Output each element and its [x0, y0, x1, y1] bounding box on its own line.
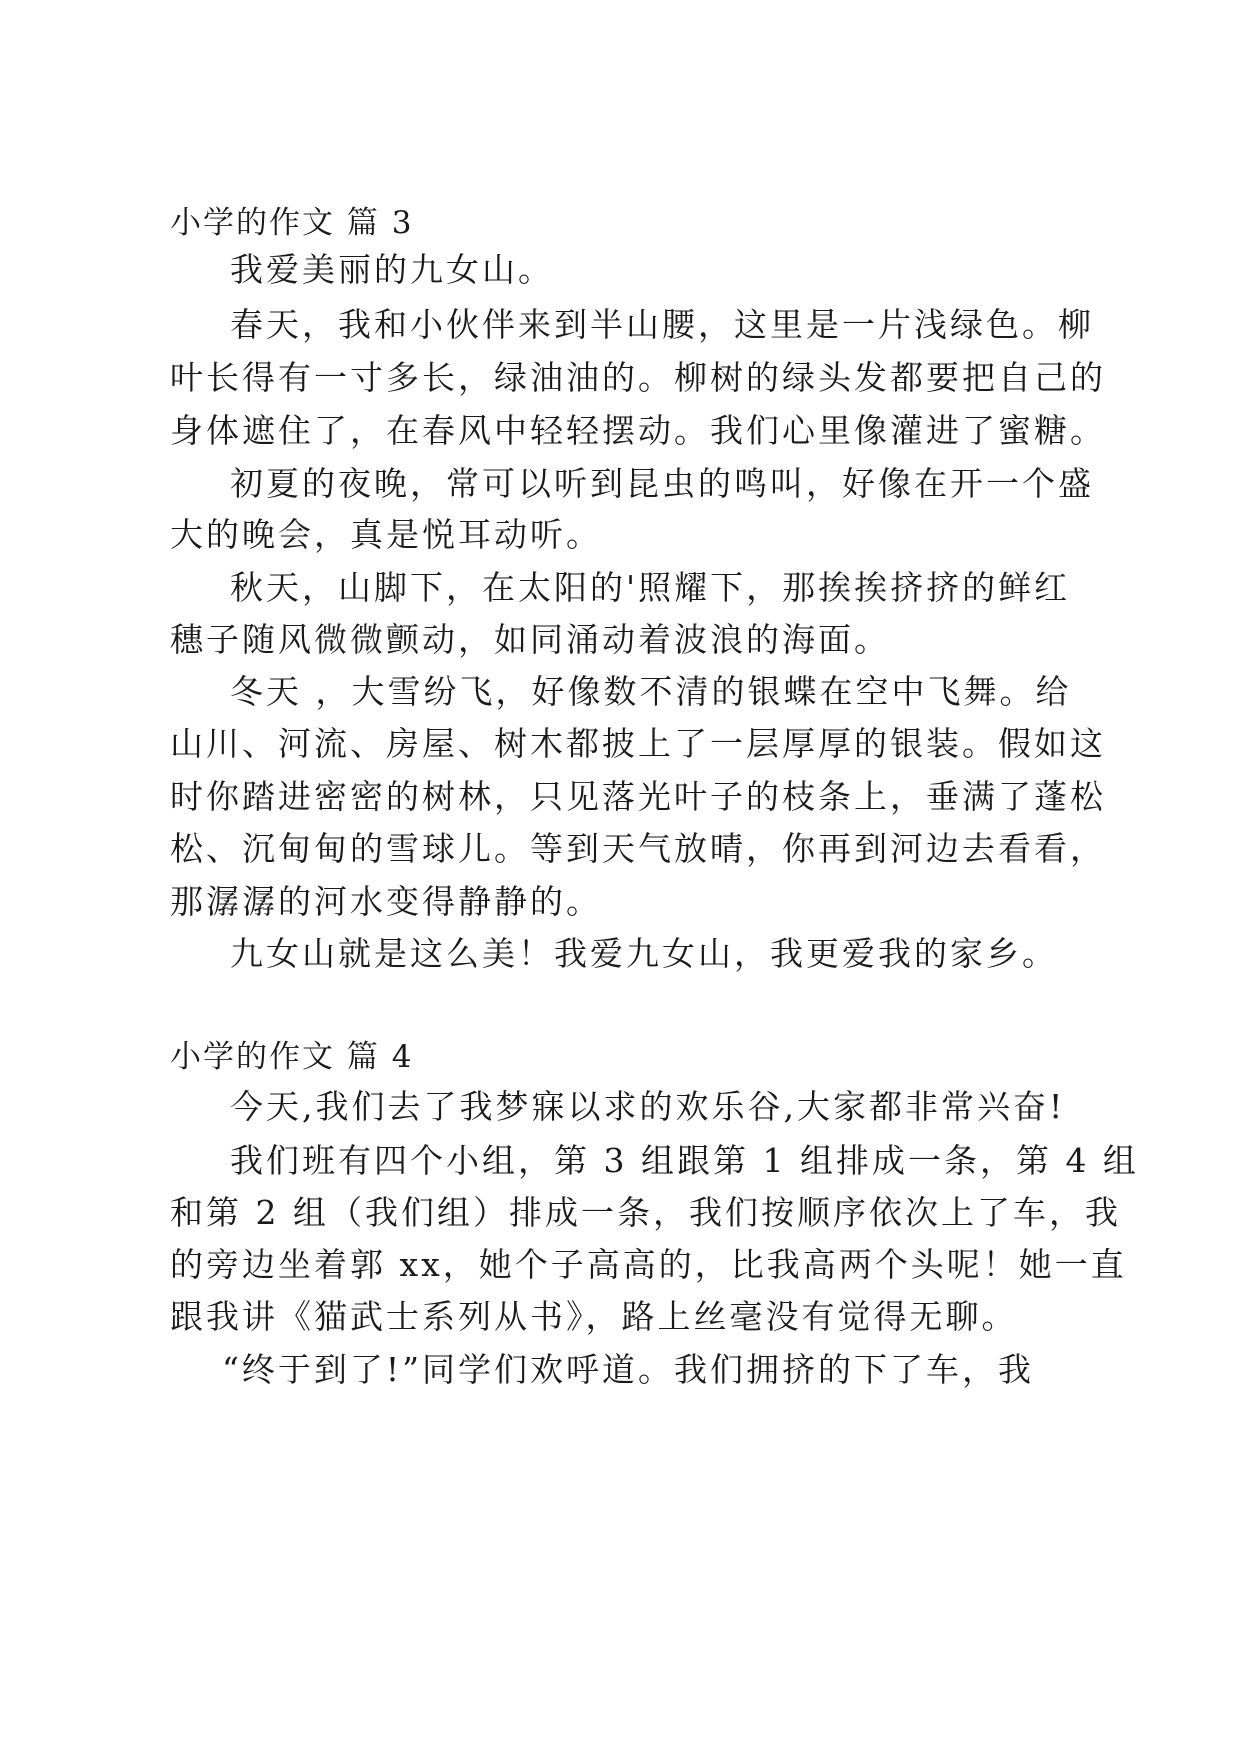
section-3-line: 时你踏进密密的树林，只见落光叶子的枝条上，垂满了蓬松: [170, 777, 1106, 816]
section-4-line: 我们班有四个小组，第 3 组跟第 1 组排成一条，第 4 组: [230, 1141, 1139, 1180]
section-3-line: 大的晚会，真是悦耳动听。: [170, 515, 602, 554]
section-3-line: 山川、河流、房屋、树木都披上了一层厚厚的银装。假如这: [170, 724, 1106, 763]
section-3-line: 秋天，山脚下，在太阳的'照耀下，那挨挨挤挤的鲜红: [230, 568, 1071, 607]
section-3-line: 那潺潺的河水变得静静的。: [170, 882, 602, 921]
section-4-heading: 小学的作文 篇 4: [170, 1039, 414, 1075]
section-3-line: 叶长得有一寸多长，绿油油的。柳树的绿头发都要把自己的: [170, 358, 1106, 397]
section-3-line: 我爱美丽的九女山。: [230, 250, 554, 289]
section-3-line: 春天，我和小伙伴来到半山腰，这里是一片浅绿色。柳: [230, 305, 1094, 344]
section-4-line: 的旁边坐着郭 xx，她个子高高的，比我高两个头呢！她一直: [170, 1245, 1127, 1284]
section-4-line: “终于到了!”同学们欢呼道。我们拥挤的下了车，我: [222, 1350, 1035, 1389]
section-3-line: 松、沉甸甸的雪球儿。等到天气放晴，你再到河边去看看，: [170, 829, 1106, 868]
section-3-line: 九女山就是这么美！我爱九女山，我更爱我的家乡。: [230, 934, 1058, 973]
section-4-line: 跟我讲《猫武士系列从书》，路上丝毫没有觉得无聊。: [170, 1297, 1018, 1336]
section-3-heading: 小学的作文 篇 3: [170, 205, 414, 241]
section-4-line: 今天,我们去了我梦寐以求的欢乐谷,大家都非常兴奋!: [230, 1087, 1066, 1126]
section-3-line: 穗子随风微微颤动，如同涌动着波浪的海面。: [170, 620, 890, 659]
section-3-line: 冬天 ，大雪纷飞，好像数不清的银蝶在空中飞舞。给: [230, 672, 1072, 711]
section-3-line: 身体遮住了，在春风中轻轻摆动。我们心里像灌进了蜜糖。: [170, 411, 1106, 450]
section-4-line: 和第 2 组（我们组）排成一条，我们按顺序依次上了车，我: [170, 1193, 1121, 1232]
section-3-line: 初夏的夜晚，常可以听到昆虫的鸣叫，好像在开一个盛: [230, 464, 1094, 503]
